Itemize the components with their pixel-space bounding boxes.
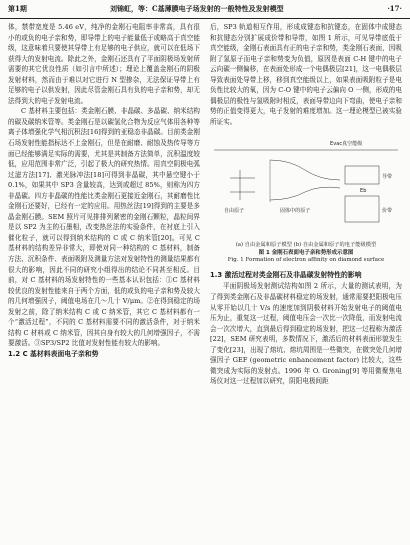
page-header — [0, 0, 410, 19]
left-paragraph-2: C 基材料主要包括：类金刚石膜、非晶碳、多晶碳、纳米结构的碳及碳纳米管等。类金刚石是以碳氢化合物为反应气体用各种等离子体增强化学气相沉积法[16]得到的亚稳态非晶碳。目前类金刚石场发射性能指标达不上金刚石，但是在耐磨、耐蚀及热传导等方面已经能够满足实际的需要，尤其是其制备方法简单，沉积温度较低，应用范围非常广泛，引起了极大的研究热情。用真空阴极电弧过滤方法[17]、激光脉冲法[18]可得到非晶碳，其中悬空键小于 0.1%，如果其中 SP3 含量较高，达到或超过 85%，则称为四方非晶碳。四方非晶碳的性能比类金刚石更接近金刚石，其耐磨性比金刚石还要好，已经有一定的应用。用热丝法[19]得到的主要是多晶金刚石膜。SEM 照片可见排排列紧密的金刚石颗粒，晶粒间界是以 SP2 为主的石墨相，改变热丝法的实验条件，在衬底上引入催化粒子，就可以得到纳米结构的 C 或 C 纳米管[20]。可见 C 基材料的结构差异非常大，即使对同一种结构的 C 基材料，制备方法、沉积条件、表面吸附及测量方法对发射特性的测量结果都有很大的影响，因此不同的研究小组得出的结论不同甚至相反。目前，对 C 基材料的场发射特性的一些基本认识包括：①C 基材料较优良的发射性能来自于两个方面，低的或负的电子亲和势及较大的几何增强因子，阈值电场在几～几十 V/μm。②在得到稳定的场发射之前，除了纳米结构 C 或 C 纳米管，其它 C 基材料都有一个“激活过程”，不同的 C 基材料需要不同的激活条件，对于纳米结构 C 材料或 C 纳米管，因其自身有较大的几何增强因子，不需要激活。③SP3/SP2 比值对发射性能有较大的影响。 — [8, 107, 200, 348]
left-column — [8, 22, 200, 540]
figure-1-caption-cn: 图 1 金刚石表面电子亲和势形成示意图 — [258, 249, 354, 256]
antibonding-curve — [270, 160, 340, 180]
page-number: ·17· — [387, 4, 402, 13]
conduction-band-box — [345, 166, 379, 184]
right-column — [210, 22, 402, 540]
section-heading-1-3: 1.3 激活过程对类金刚石及非晶碳发射特性的影响 — [210, 271, 362, 280]
right-paragraph-bottom: 平面阴极场发射测试结构如图 2 所示，大量的测试表明，为了得到类金刚石及非晶碳材料稳定的场发射，通常需要把阳极电压从零开始以几十 V/s 的速度加到阴极材料开始发射电子的阈值电压为止，重复这一过程，阈值电压会一次比一次降低，而发射电流会一次次增大，直到最后得到稳定的场发射，把这一过程称为激活[22]，SEM 研究表明，多数情况下，激活后的材料表面形貌发生了变化[23]，出现了熔坑、熔坑周围是一些微突，在微突处几何增强因子 GEF (geometric enhancement factor) 比较大，这些微突成为实际的发射点。1996 年 O. Groning[9] 等用微聚焦电场仪对这一过程加以研究，阴阳电极间距 — [210, 282, 402, 386]
left-paragraph-1: 体，禁带宽度是 5.46 eV，纯净的金刚石电阻率非常高，具有很小的或负的电子亲和势，即导带上的电子能量低于或略高于真空能级，这意味着只要使其导带上有足够的电子供应，就可以在低场下获得大的发射电流。除此之外，金刚石还具有了平面阴极场发射所需要的其它优良性质（如引言中所述）；理论上覆盖金刚石的阴极发射材料，然而由于难以对它进行 N 型掺杂，无法保证导带上有足够的电子以供发射，因此尽管金刚石具有负的电子亲和势，却无法得到大的电子发射电流。 — [8, 23, 200, 105]
figure-1-subcaption: (a) 自由金属和原子模型 (b) 自由金属和原子的电子能级模型 — [235, 242, 377, 249]
right-paragraph-top: 后，SP3 轨道相互作用，形成成键态和抗键态，在固体中成键态和抗键态分别扩展成价带和导带，如图 1 所示，可见导带底低于真空能级，金刚石表面具有正的电子亲和势，类金刚石表面，因吸附了氢原子而电子亲和势变为负值，原因是表面 C-H 键中的电子云向碳一侧偏移，在表面处形成一个电偶极层[21]，这一电偶极层导致表面处导带上移，移到真空能级以上，如果表面吸附粒子是电负性比较大的氧，因为 C-O 键中的电子云偏向 O 一侧，形成的电偶极层的极性与氢吸附时相反，表面导带边向下弯曲，使电子亲和势的正值变得更大，电子发射的难度增加。这一理论模型已被实验所证实。 — [210, 23, 402, 126]
valence-band-box — [345, 196, 379, 222]
figure-1 — [210, 130, 402, 268]
vacuum-level-label: Evac真空能级 — [330, 141, 363, 148]
issue-label: 第1期 — [8, 4, 27, 13]
section-heading-1-2: 1.2 C 基材料表面电子亲和势 — [8, 349, 99, 358]
valence-band-label: 价带 — [382, 208, 393, 215]
free-atom-label: 自由原子 — [224, 208, 245, 215]
figure-1-caption-en: Fig. 1 Formation of electron affinity on diamond surface — [227, 257, 385, 264]
energy-level-diagram — [210, 130, 402, 242]
bonding-curve — [270, 188, 340, 201]
eb-label: Eb — [360, 188, 367, 195]
solid-label: 固体中的原子 — [280, 208, 311, 215]
running-title: 刘锦虹，等：C基薄膜电子场发射的一般特性及发射模型 — [110, 4, 284, 13]
conduction-band-label: 导带 — [382, 174, 393, 181]
